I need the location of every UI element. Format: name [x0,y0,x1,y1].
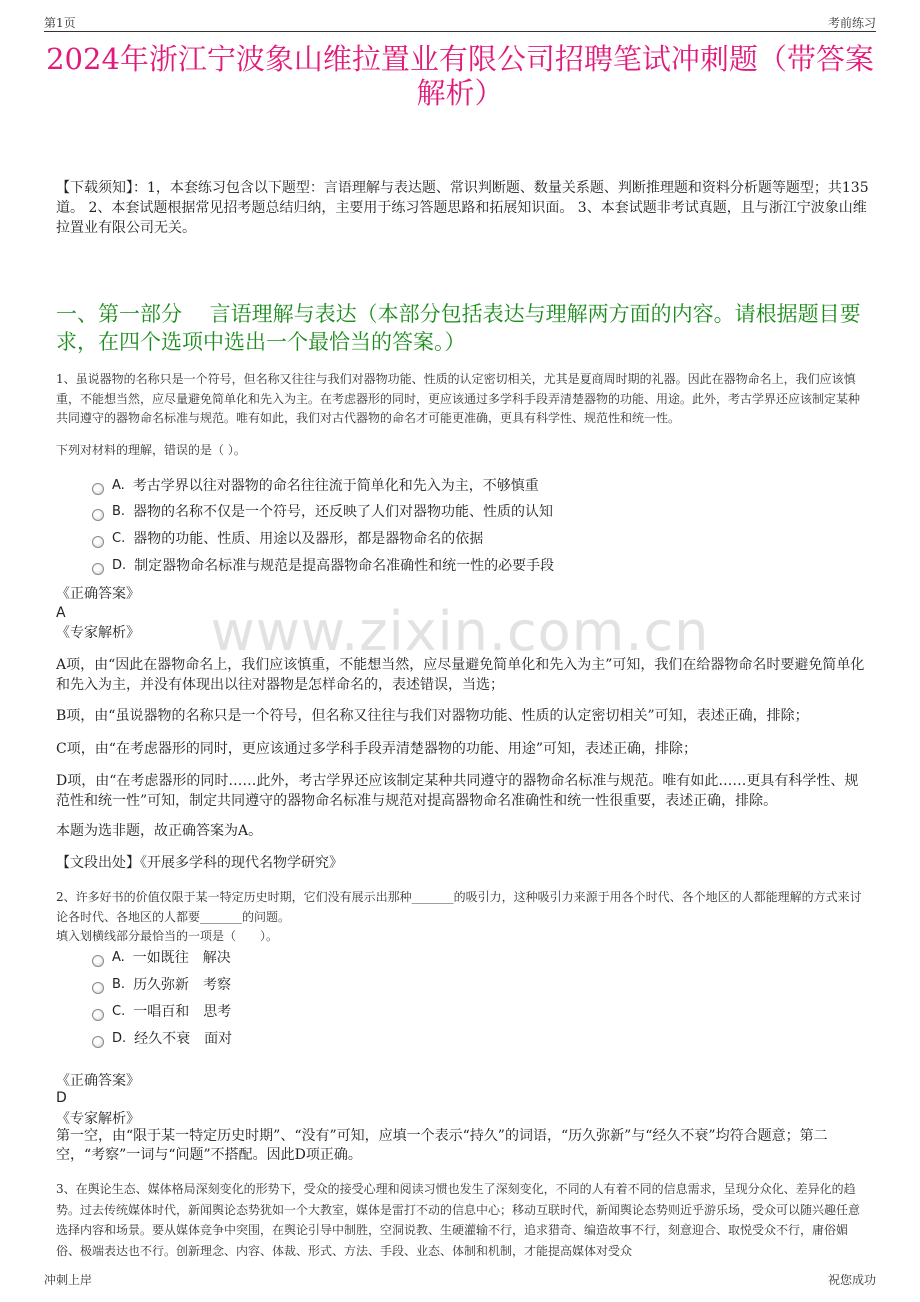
radio-icon[interactable] [92,982,104,994]
radio-icon[interactable] [92,1036,104,1048]
question-2-text: 2、许多好书的价值仅限于某一特定历史时期，它们没有展示出那种_______的吸引力，这种吸引力来源于用各个时代、各个地区的人都能理解的方式来讨论各时代、各地区的人都要_______的问题。 [56,890,862,924]
analysis-label: 《专家解析》 [56,625,140,641]
analysis-label: 《专家解析》 [56,1111,140,1127]
question-1-prompt: 下列对材料的理解，错误的是（ ）。 [56,443,246,457]
radio-icon[interactable] [92,955,104,967]
question-2-prompt: 填入划横线部分最恰当的一项是（ ）。 [56,929,279,943]
analysis-b: B项，由“虽说器物的名称只是一个符号，但名称又往往与我们对器物功能、性质的认定密切相关”可知，表述正确，排除； [56,708,809,724]
answer-value: D [56,1090,67,1106]
footer-right: 祝您成功 [827,1273,876,1287]
footer-left: 冲刺上岸 [44,1273,93,1287]
source-citation: 【文段出处】《开展多学科的现代名物学研究》 [56,855,343,871]
answer-label: 《正确答案》 [56,1073,140,1089]
answer-label: 《正确答案》 [56,586,140,602]
q1-option-d[interactable]: D. 制定器物命名标准与规范是提高器物命名准确性和统一性的必要手段 [92,556,554,576]
watermark: www.zixin.com.cn [210,600,710,663]
document-title: 2024年浙江宁波象山维拉置业有限公司招聘笔试冲刺题（带答案解析） [46,42,874,110]
radio-icon[interactable] [92,536,104,548]
analysis-conclusion: 本题为选非题，故正确答案为A。 [56,823,263,839]
analysis-c: C项，由“在考虑器形的同时，更应该通过多学科手段弄清楚器物的功能、用途”可知，表述正确，排除； [56,741,698,757]
question-3-text: 3、在舆论生态、媒体格局深刻变化的形势下，受众的接受心理和阅读习惯也发生了深刻变化，不同的人有着不同的信息需求，呈现分众化、差异化的趋势。过去传统媒体时代，新闻舆论态势犹如一个大教室，媒体是雷打不动的信息中心；移动互联时代，新闻舆论态势则近乎游乐场，受众可以随兴趣任意选择内容和场景。要从媒体竞争中突围，在舆论引导中制胜，空洞说教、生硬灌输不行，追求猎奇、编造故事不行，刻意迎合、取悦受众不行，庸俗媚俗、极端表达也不行。创新理念、内容、体裁、形式、方法、手段、业态、体制和机制，才能提高媒体对受众 [56,1182,861,1259]
q1-option-c[interactable]: C. 器物的功能、性质、用途以及器形，都是器物命名的依据 [92,529,483,549]
q1-option-a[interactable]: A. 考古学界以往对器物的命名往往流于简单化和先入为主，不够慎重 [92,476,539,496]
q2-option-c[interactable]: C. 一唱百和 思考 [92,1002,231,1022]
radio-icon[interactable] [92,509,104,521]
analysis-d: D项，由“在考虑器形的同时……此外，考古学界还应该制定某种共同遵守的器物命名标准与规范。唯有如此……更具有科学性、规范性和统一性”可知，制定共同遵守的器物命名标准与规范对提高器物命名准确性和统一性很重要，表述正确，排除。 [56,773,859,809]
q2-option-a[interactable]: A. 一如既往 解决 [92,948,231,968]
header-label: 考前练习 [827,16,876,30]
q2-option-d[interactable]: D. 经久不衰 面对 [92,1029,232,1049]
section-heading: 一、第一部分 言语理解与表达（本部分包括表达与理解两方面的内容。请根据题目要求，在四个选项中选出一个最恰当的答案。） [56,302,861,354]
radio-icon[interactable] [92,1009,104,1021]
analysis-a: A项，由“因此在器物命名上，我们应该慎重，不能想当然，应尽量避免简单化和先入为主”可知，我们在给器物命名时要避免简单化和先入为主，并没有体现出以往对器物是怎样命名的，表述错误，当选； [56,657,865,693]
q2-option-b[interactable]: B. 历久弥新 考察 [92,975,231,995]
question-1-text: 1、虽说器物的名称只是一个符号，但名称又往往与我们对器物功能、性质的认定密切相关，尤其是夏商周时期的礼器。因此在器物命名上，我们应该慎重，不能想当然，应尽量避免简单化和先入为主。在考虑器形的同时，更应该通过多学科手段弄清楚器物的功能、用途。此外，考古学界还应该制定某种共同遵守的器物命名标准与规范。唯有如此，我们对古代器物的命名才可能更准确，更具有科学性、规范性和统一性。 [56,372,861,425]
q1-option-b[interactable]: B. 器物的名称不仅是一个符号，还反映了人们对器物功能、性质的认知 [92,502,553,522]
radio-icon[interactable] [92,563,104,575]
radio-icon[interactable] [92,483,104,495]
header-divider [44,31,876,32]
download-notice: 【下载须知】：1，本套练习包含以下题型：言语理解与表达题、常识判断题、数量关系题、判断推理题和资料分析题等题型；共135道。 2、本套试题根据常见招考题总结归纳，主要用于练习答题思路和拓展知识面。 3、本套试题非考试真题，且与浙江宁波象山维拉置业有限公司无关。 [56,180,869,236]
page-number: 第1页 [44,16,76,30]
analysis-text: 第一空，由“限于某一特定历史时期”、“没有”可知，应填一个表示“持久”的词语，“历久弥新”与“经久不衰”均符合题意；第二空，“考察”一词与“问题”不搭配。因此D项正确。 [56,1128,828,1163]
answer-value: A [56,605,66,621]
